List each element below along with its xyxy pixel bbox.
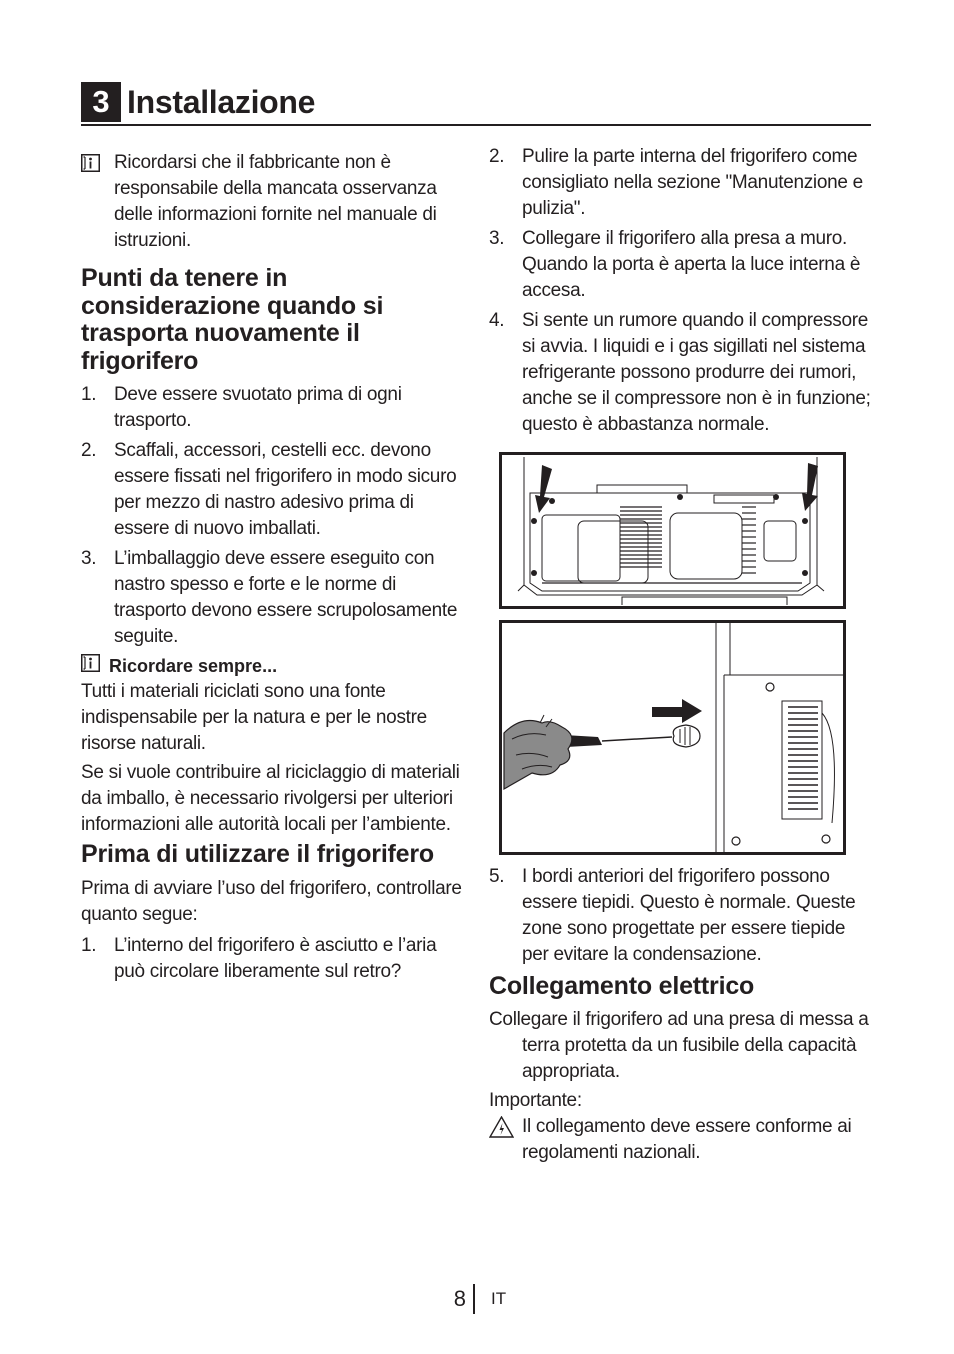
list-item: 4. Si sente un rumore quando il compressore si avvia. I liquidi e i gas sigillati nel sistema refrigerante possono produrre dei rumori, anche se il compressore non è in funzione; questo è abbastanza normale. bbox=[489, 310, 871, 435]
recycle-paragraph: Tutti i materiali riciclati sono una fonte indispensabile per la natura e per le nostre risorse naturali. bbox=[81, 681, 427, 754]
warning-note bbox=[489, 1114, 873, 1166]
before-steps bbox=[81, 933, 463, 985]
heading-electric: Collegamento elettrico bbox=[489, 972, 755, 1000]
note-text: Ricordarsi che il fabbricante non è responsabile della mancata osservanza delle informazioni fornite nel manuale di istruzioni. bbox=[114, 152, 437, 251]
info-icon bbox=[81, 654, 100, 672]
chapter-title: Installazione bbox=[127, 84, 316, 120]
edges-step bbox=[489, 864, 873, 968]
electric-paragraph: Collegare il frigorifero ad una presa di messa a terra protetta da un fusibile della capacità appropriata. bbox=[489, 1008, 869, 1082]
arrow-left-icon bbox=[535, 465, 552, 513]
footer-divider bbox=[473, 1284, 475, 1314]
info-icon bbox=[81, 154, 100, 172]
chapter-header bbox=[81, 82, 871, 126]
before-paragraph: Prima di avviare l’uso del frigorifero, controllare quanto segue: bbox=[81, 877, 462, 925]
arrow-right-icon bbox=[802, 463, 818, 511]
fridge-back-drawing bbox=[502, 455, 843, 606]
chapter-number: 3 bbox=[81, 82, 121, 122]
list-item: 5. I bordi anteriori del frigorifero possono essere tiepidi. Questo è normale. Queste zone sono progettate per essere tiepide per evitare la condensazione. bbox=[489, 866, 856, 965]
left-column bbox=[81, 144, 463, 985]
heading-transport: Punti da tenere in considerazione quando si trasporta nuovamente il frigorifero bbox=[81, 264, 384, 375]
list-item: 2. Pulire la parte interna del frigorifero come consigliato nella sezione "Manutenzione e pulizia". bbox=[489, 146, 863, 219]
warning-text: Il collegamento deve essere conforme ai regolamenti nazionali. bbox=[522, 1115, 852, 1163]
list-item: 2. Scaffali, accessori, cestelli ecc. devono essere fissati nel frigorifero in modo sicuro per mezzo di nastro adesivo prima di essere di nuovo imballati. bbox=[81, 440, 457, 539]
list-item: 3. L’imballaggio deve essere eseguito con nastro spesso e forte e le norme di trasporto devono essere scrupolosamente seguite. bbox=[81, 548, 458, 647]
list-item: 3. Collegare il frigorifero alla presa a muro. Quando la porta è aperta la luce interna è accesa. bbox=[489, 228, 861, 301]
remember-note bbox=[81, 653, 463, 679]
list-item: 1. Deve essere svuotato prima di ogni trasporto. bbox=[81, 384, 402, 431]
remember-label: Ricordare sempre... bbox=[109, 656, 278, 676]
arrow-right-icon bbox=[652, 699, 702, 723]
contribute-paragraph: Se si vuole contribuire al riciclaggio di materiali da imballo, è necessario rivolgersi per ulteriori informazioni alle autorità locali per l’ambiente. bbox=[81, 762, 460, 835]
list-item: 1. L’interno del frigorifero è asciutto e l’aria può circolare liberamente sul retro? bbox=[81, 934, 437, 982]
screwdriver-illustration bbox=[499, 620, 846, 855]
warning-triangle-icon bbox=[489, 1116, 514, 1138]
check-steps bbox=[489, 144, 873, 438]
right-column bbox=[489, 144, 873, 1166]
page-number: 8 bbox=[453, 1286, 466, 1311]
heading-before-use: Prima di utilizzare il frigorifero bbox=[81, 840, 434, 868]
important-label: Importante: bbox=[489, 1089, 582, 1111]
transport-steps bbox=[81, 382, 463, 650]
fridge-back-illustration bbox=[499, 452, 846, 609]
language-code: IT bbox=[491, 1289, 507, 1308]
screwdriver-drawing bbox=[502, 623, 843, 852]
info-note bbox=[81, 150, 463, 254]
